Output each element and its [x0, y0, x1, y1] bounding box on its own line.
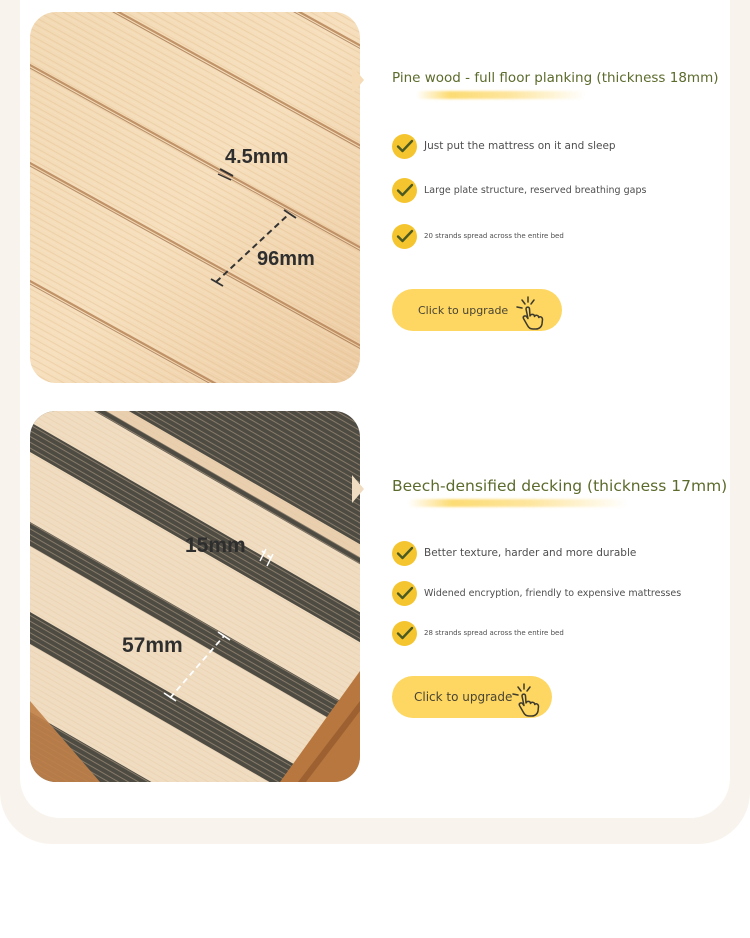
check-icon: [392, 541, 417, 566]
check-icon: [392, 581, 417, 606]
feature-text: Large plate structure, reserved breathing gaps: [424, 184, 647, 196]
gap-measure-label: 4.5mm: [225, 146, 289, 168]
upgrade-button[interactable]: [392, 289, 562, 331]
feature-text: Better texture, harder and more durable: [424, 547, 637, 559]
check-icon: [392, 178, 417, 203]
section-title: Beech-densified decking (thickness 17mm): [392, 477, 728, 495]
gap-measure-label: 15mm: [185, 534, 246, 557]
feature-item: [392, 620, 564, 646]
check-icon: [392, 134, 417, 159]
feature-item: [392, 580, 681, 606]
title-highlight: [416, 91, 586, 99]
feature-item: [392, 223, 564, 249]
feature-item: [392, 177, 646, 203]
section-title: Pine wood - full floor planking (thickness 18mm): [392, 70, 719, 86]
pine-wood-section: [0, 12, 750, 384]
check-icon: [392, 224, 417, 249]
beech-section: [0, 411, 750, 783]
upgrade-button[interactable]: [392, 676, 552, 718]
check-icon: [392, 621, 417, 646]
feature-text: 20 strands spread across the entire bed: [424, 232, 564, 240]
title-highlight: [408, 499, 628, 507]
board-width-label: 96mm: [257, 248, 315, 270]
feature-text: Just put the mattress on it and sleep: [424, 140, 616, 152]
upgrade-button-label: Click to upgrade: [418, 303, 509, 317]
tap-hand-icon: [510, 683, 546, 717]
upgrade-button-label: Click to upgrade: [414, 690, 513, 704]
beech-decking-photo: [30, 411, 360, 782]
feature-item: [392, 133, 616, 159]
feature-text: 28 strands spread across the entire bed: [424, 629, 564, 637]
feature-text: Widened encryption, friendly to expensive mattresses: [424, 587, 682, 599]
feature-item: [392, 540, 636, 566]
photo-pointer: [352, 66, 372, 94]
board-width-label: 57mm: [122, 634, 183, 657]
pine-planking-photo: [30, 12, 360, 383]
photo-pointer: [352, 475, 372, 503]
tap-hand-icon: [514, 296, 550, 330]
